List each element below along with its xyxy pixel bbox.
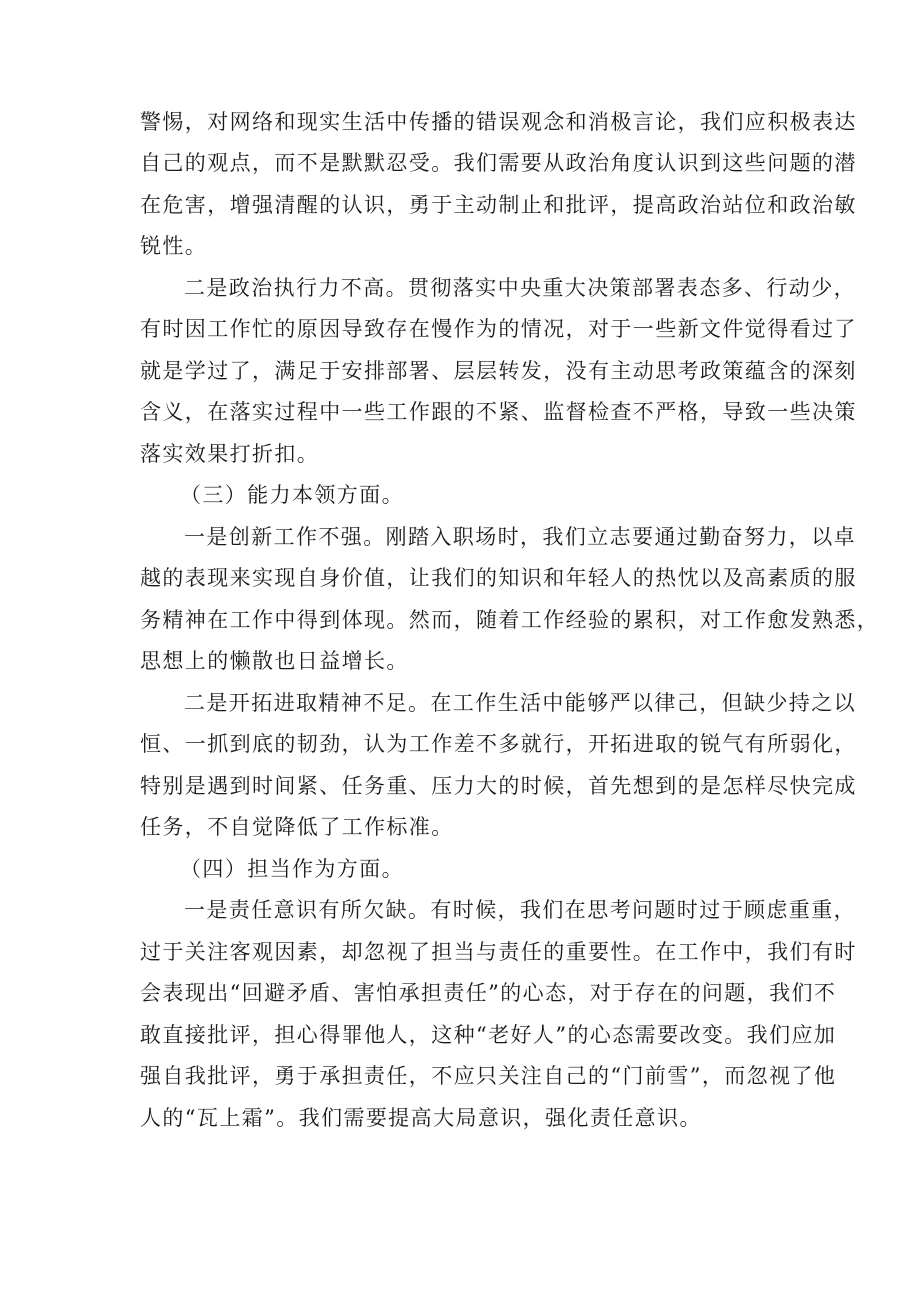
paragraph-line: 一是责任意识有所欠缺。有时候，我们在思考问题时过于顾虑重重， [184,898,856,922]
paragraph-line: 警惕，对网络和现实生活中传播的错误观念和消极言论，我们应积极表达 [140,110,857,134]
paragraph-line: 锐性。 [140,234,208,258]
paragraph-line: 越的表现来实现自身价值，让我们的知识和年轻人的热忱以及高素质的服 [140,566,857,590]
paragraph-line: 强自我批评，勇于承担责任，不应只关注自己的“门前雪”，而忽视了他 [140,1064,837,1088]
paragraph-line: 人的“瓦上霜”。我们需要提高大局意识，强化责任意识。 [140,1106,702,1130]
paragraph-line: 自己的观点，而不是默默忍受。我们需要从政治角度认识到这些问题的潜 [140,151,857,175]
paragraph-line: 任务，不自觉降低了工作标准。 [140,815,454,839]
paragraph-line: 含义，在落实过程中一些工作跟的不紧、监督检查不严格，导致一些决策 [140,400,857,424]
paragraph-line: 就是学过了，满足于安排部署、层层转发，没有主动思考政策蕴含的深刻 [140,359,857,383]
paragraph-line: 会表现出“回避矛盾、害怕承担责任”的心态，对于存在的问题，我们不 [140,981,837,1005]
paragraph-line: 有时因工作忙的原因导致存在慢作为的情况，对于一些新文件觉得看过了 [140,317,857,341]
paragraph-line: 落实效果打折扣。 [140,442,320,466]
paragraph-line: 二是开拓进取精神不足。在工作生活中能够严以律己，但缺少持之以 [184,691,856,715]
paragraph-line: 恒、一抓到底的韧劲，认为工作差不多就行，开拓进取的锐气有所弱化， [140,732,857,756]
paragraph-line: 敢直接批评，担心得罪他人，这种“老好人”的心态需要改变。我们应加 [140,1023,837,1047]
paragraph-line: 在危害，增强清醒的认识，勇于主动制止和批评，提高政治站位和政治敏 [140,193,857,217]
paragraph-line: 思想上的懒散也日益增长。 [140,649,409,673]
section-heading: （三）能力本领方面。 [180,483,404,507]
paragraph-line: 过于关注客观因素，却忽视了担当与责任的重要性。在工作中，我们有时 [140,940,857,964]
paragraph-line: 二是政治执行力不高。贯彻落实中央重大决策部署表态多、行动少， [184,276,856,300]
paragraph-line: 务精神在工作中得到体现。然而，随着工作经验的累积，对工作愈发熟悉， [140,608,880,632]
section-heading: （四）担当作为方面。 [180,857,404,881]
paragraph-line: 一是创新工作不强。刚踏入职场时，我们立志要通过勤奋努力，以卓 [184,525,856,549]
paragraph-line: 特别是遇到时间紧、任务重、压力大的时候，首先想到的是怎样尽快完成 [140,774,857,798]
